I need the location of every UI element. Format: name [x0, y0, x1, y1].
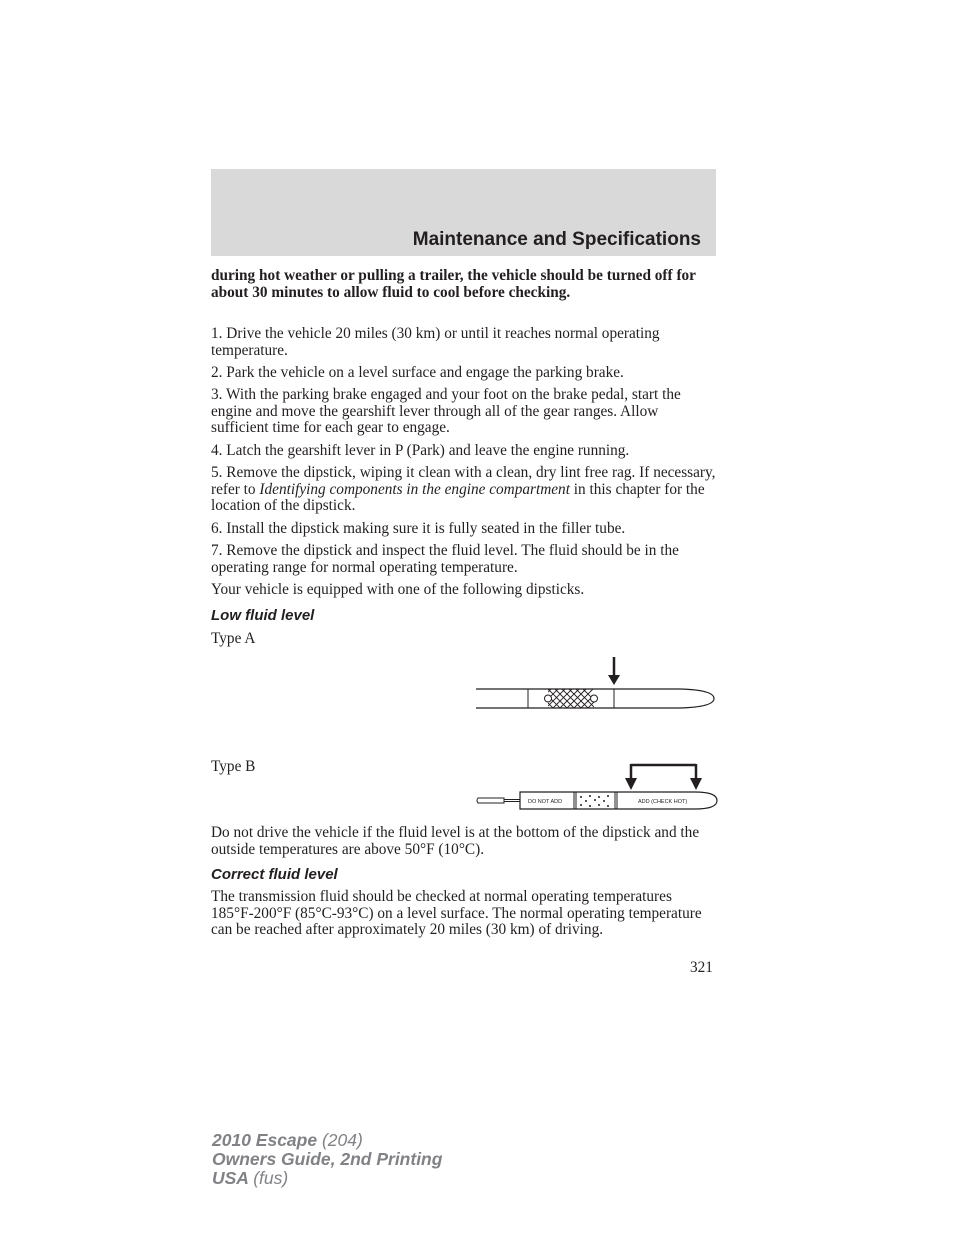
footer-model: 2010 Escape	[212, 1130, 318, 1150]
add-check-hot-marking: ADD (CHECK HOT)	[638, 799, 688, 805]
step-5	[211, 465, 719, 515]
footer-market-code: (fus)	[253, 1168, 289, 1188]
footer-market: USA	[212, 1168, 249, 1188]
step-2: 2. Park the vehicle on a level surface and engage the parking brake.	[211, 364, 624, 381]
dipstick-type-b-illustration	[470, 760, 720, 812]
correct-fluid-heading: Correct fluid level	[211, 866, 338, 883]
dipstick-type-a-illustration	[470, 655, 720, 715]
step-1: 1. Drive the vehicle 20 miles (30 km) or until it reaches normal operating temperature.	[211, 325, 660, 359]
step-5-text-end: in this chapter for the location of the dipstick.	[211, 480, 705, 515]
section-header-band	[211, 169, 716, 256]
step-5-reference-link-text: Identifying components in the engine compartment	[259, 480, 570, 498]
footer-imprint	[212, 1131, 442, 1188]
step-7: 7. Remove the dipstick and inspect the fluid level. The fluid should be in the operating range for normal operating temperature.	[211, 542, 679, 576]
step-3: 3. With the parking brake engaged and your foot on the brake pedal, start the engine and move the gearshift lever through all of the gear ranges. Allow sufficient time for each gear to engage.	[211, 386, 681, 437]
do-not-add-marking: DO NOT ADD	[528, 799, 563, 805]
correct-fluid-text: The transmission fluid should be checked at normal operating temperatures 185°F-200°F (85°C-93°C) on a level surface. The normal operating temperature can be reached after approximately 20 miles (30 km) of driving.	[211, 888, 702, 939]
type-a-label: Type A	[211, 630, 256, 647]
page-number: 321	[690, 959, 713, 976]
step-5-text-start: 5. Remove the dipstick, wiping it clean with a clean, dry lint free rag. If necessary, refer to	[211, 464, 716, 498]
footer-guide: Owners Guide, 2nd Printing	[212, 1149, 443, 1169]
low-fluid-warning: Do not drive the vehicle if the fluid level is at the bottom of the dipstick and the outside temperatures are above 50°F (10°C).	[211, 824, 700, 858]
equipped-note: Your vehicle is equipped with one of the following dipsticks.	[211, 581, 585, 598]
low-fluid-heading: Low fluid level	[211, 607, 315, 624]
step-4: 4. Latch the gearshift lever in P (Park) and leave the engine running.	[211, 442, 630, 459]
intro-warning-text: during hot weather or pulling a trailer, the vehicle should be turned off for about 30 minutes to allow fluid to cool before checking.	[211, 267, 696, 301]
footer-model-code: (204)	[321, 1130, 363, 1150]
type-b-label: Type B	[211, 758, 256, 775]
section-title: Maintenance and Specifications	[412, 229, 701, 250]
step-6: 6. Install the dipstick making sure it is fully seated in the filler tube.	[211, 520, 626, 537]
